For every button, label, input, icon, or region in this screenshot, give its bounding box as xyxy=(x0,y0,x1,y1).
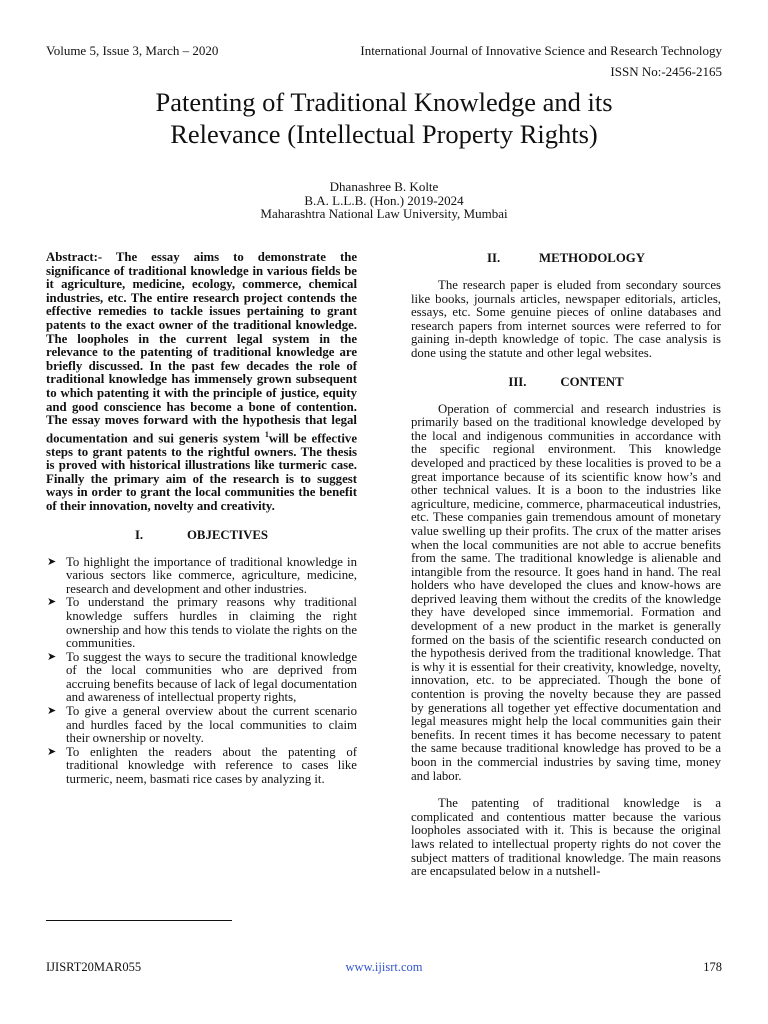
content-number: III. xyxy=(508,374,527,389)
arrow-bullet-icon: ➤ xyxy=(47,745,57,758)
objectives-heading xyxy=(46,528,357,542)
objective-text: To enlighten the readers about the patenting of traditional knowledge with reference to cases like turmeric, neem, basmati rice cases by analyzing it. xyxy=(66,744,357,787)
content-paragraph-2: The patenting of traditional knowledge is a complicated and contentious matter because the various loopholes associated with it. This is because the original laws related to intellectual property rights do not cover the subject matters of traditional knowledge. The main reasons are encapsulated below in a nutshell- xyxy=(411,796,721,879)
abstract-text-2: will be effective steps to grant patents to the rightful owners. The thesis is proved with historical illustrations like turmeric case. Finally the primary aim of the research is to suggest ways in order to grant the local communities the benefit of their innovation, novelty and creativity. xyxy=(46,430,358,513)
volume-issue: Volume 5, Issue 3, March – 2020 xyxy=(46,43,219,58)
methodology-heading xyxy=(411,251,721,265)
left-column xyxy=(46,251,357,787)
footnote-divider xyxy=(46,920,232,921)
methodology-title: METHODOLOGY xyxy=(539,251,645,265)
list-item xyxy=(46,651,357,705)
objectives-list xyxy=(46,556,357,787)
objective-text: To understand the primary reasons why traditional knowledge suffers hurdles in claiming the right ownership and how this tends to violate the rights on the communities. xyxy=(66,595,357,651)
author-block xyxy=(0,180,768,221)
author-affiliation: Maharashtra National Law University, Mumbai xyxy=(260,206,508,221)
objectives-title: OBJECTIVES xyxy=(186,527,269,542)
paper-id: IJISRT20MAR055 xyxy=(46,960,142,974)
page-number: 178 xyxy=(703,960,722,974)
arrow-bullet-icon: ➤ xyxy=(47,650,57,663)
arrow-bullet-icon: ➤ xyxy=(47,555,57,568)
paper-title xyxy=(0,86,768,150)
list-item xyxy=(46,596,357,650)
content-title: CONTENT xyxy=(560,374,624,389)
content-heading xyxy=(411,375,721,389)
list-item xyxy=(46,705,357,746)
arrow-bullet-icon: ➤ xyxy=(47,705,57,718)
objective-text: To suggest the ways to secure the traditional knowledge of the local communities who are deprived from accruing benefits because of lack of legal documentation and awareness of intellectual property rights, xyxy=(66,649,358,705)
journal-name: International Journal of Innovative Science and Research Technology xyxy=(360,43,722,58)
abstract-text-1: Abstract:- The essay aims to demonstrate the significance of traditional knowledge in various fields be it agriculture, medicine, ecology, commerce, chemical industries, etc. The entire research project contends the effective remedies to tackle issues pertaining to grant patents to the exact owner of the traditional knowledge. The loopholes in the current legal system in the relevance to the patenting of traditional knowledge are briefly discussed. In the past few decades the role of traditional knowledge has immensely grown subsequent to which patenting it with the principle of justice, equity and good conscience has become a bone of contention. The essay moves forward with the hypothesis that legal documentation and sui generis system xyxy=(46,250,357,445)
author-name: Dhanashree B. Kolte xyxy=(329,179,439,194)
author-degree: B.A. L.L.B. (Hon.) 2019-2024 xyxy=(304,192,464,208)
title-line-2: Relevance (Intellectual Property Rights) xyxy=(170,119,598,149)
title-line-1: Patenting of Traditional Knowledge and its xyxy=(155,87,613,117)
journal-website-link[interactable]: www.ijisrt.com xyxy=(345,960,423,974)
abstract xyxy=(46,251,357,514)
objective-text: To give a general overview about the current scenario and hurdles faced by the local communities to claim their ownership or novelty. xyxy=(66,704,357,746)
methodology-paragraph: The research paper is eluded from secondary sources like books, journals articles, newspaper editorials, articles, essays, etc. Some genuine pieces of online databases and research papers from internet sources were referred to for gaining in-depth knowledge of topic. The case analysis is done using the statute and other legal websites. xyxy=(411,278,721,360)
objectives-number: I. xyxy=(134,527,144,542)
right-column xyxy=(411,251,721,879)
methodology-number: II. xyxy=(487,251,501,265)
content-paragraph-1: Operation of commercial and research industries is primarily based on the traditional knowledge developed by the local and indigenous communities in accordance with the specific regional environment. This knowledge developed and practiced by these localities is proved to be a great importance because of its scientific know how’s and other technical values. It is a boon to the industries like agriculture, medicine, commerce, pharmaceutical industries, etc. These companies gain tremendous amount of monetary value swelling up their profits. The crux of the matter arises when the local communities are not able to accrue benefits from the same. The traditional knowledge is alienable and intangible from the resource. It goes hand in hand. The real holders who have developed the clues and know-hows are deprived leaving them without the credits of the knowledge they have developed since immemorial. Formation and development of a new product in the market is generally formed on the basis of the scientific research conducted on the hypothesis derived from the traditional knowledge. That is why it is essential for their creativity, knowledge, novelty, innovation, etc. to be appreciated. Though the bone of contention is proving the novelty because they are passed by generations all together yet effective documentation and legal measures might help the local communities gain their benefits. In recent times it has become necessary to patent the same because traditional knowledge has proved to be a boon in the commercial industries by saving time, money and labor. xyxy=(411,401,721,783)
objective-text: To highlight the importance of traditional knowledge in various sectors like commerce, agriculture, medicine, research and development and other industries. xyxy=(66,554,357,596)
footnote-mark: 1 xyxy=(264,429,269,439)
arrow-bullet-icon: ➤ xyxy=(47,596,57,609)
issn: ISSN No:-2456-2165 xyxy=(610,64,722,79)
list-item xyxy=(46,746,357,787)
list-item xyxy=(46,556,357,597)
